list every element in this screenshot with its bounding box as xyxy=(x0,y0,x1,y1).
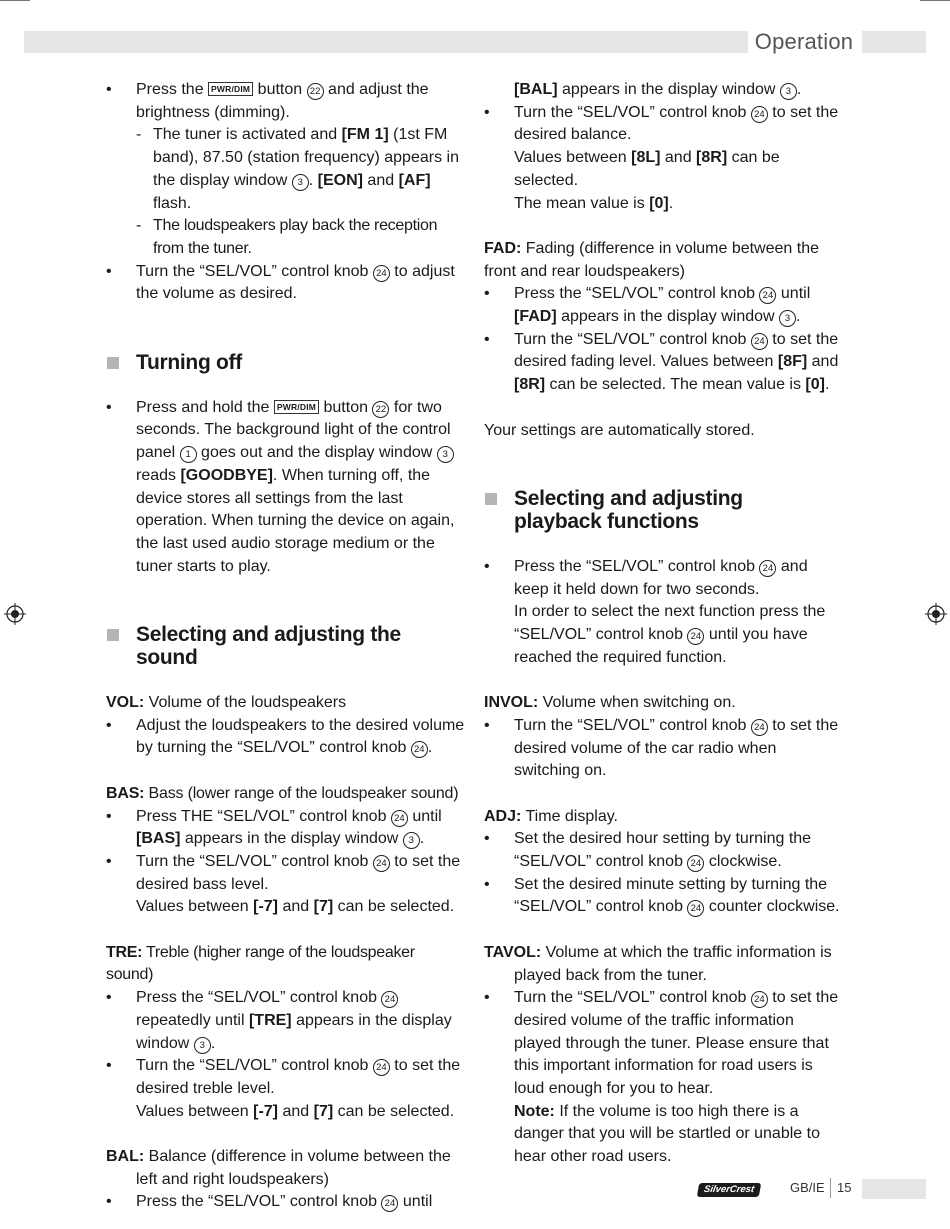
right-column xyxy=(484,79,844,1169)
list-item-cont: In order to select the next function press the “SEL/VOL” control knob 24 until you have reached the required function. xyxy=(514,603,826,666)
heading-turning-off: Turning off xyxy=(106,351,466,374)
fad-definition: FAD: Fading (difference in volume between the front and rear loudspeakers) xyxy=(484,239,819,280)
circled-number-icon: 3 xyxy=(403,832,420,849)
bal-definition: BAL: Balance (difference in volume between the xyxy=(106,1148,451,1166)
list-item: • Press the “SEL/VOL” control knob 24 and keep it held down for two seconds. xyxy=(484,556,844,601)
crop-mark xyxy=(0,0,30,1)
list-item: - The loudspeakers play back the reception from the tuner. xyxy=(106,215,466,260)
silvercrest-logo: SilverCrest xyxy=(697,1183,761,1197)
circled-number-icon: 24 xyxy=(687,900,704,917)
vol-definition: VOL: Volume of the loudspeakers xyxy=(106,694,347,712)
circled-number-icon: 24 xyxy=(759,287,776,304)
list-item: • Set the desired hour setting by turning the “SEL/VOL” control knob 24 clockwise. xyxy=(484,828,844,873)
circled-number-icon: 24 xyxy=(411,741,428,758)
list-item: • Press the “SEL/VOL” control knob 24 repeatedly until [TRE] appears in the display window 3 . xyxy=(106,987,466,1055)
circled-number-icon: 3 xyxy=(292,174,309,191)
list-item: • Turn the “SEL/VOL” control knob 24 to set the desired bass level. xyxy=(106,851,466,896)
circled-number-icon: 24 xyxy=(381,1195,398,1212)
list-item: • Turn the “SEL/VOL” control knob 24 to set the desired fading level. Values between [8F] and [8R] can be selected. The mean value is [0]. xyxy=(484,329,844,397)
heading-playback-functions: Selecting and adjusting playback functions xyxy=(484,487,844,533)
list-item: • Press THE “SEL/VOL” control knob 24 until [BAS] appears in the display window 3 . xyxy=(106,806,466,851)
list-item: • Press the PWR/DIM button 22 and adjust the brightness (dimming). xyxy=(106,79,466,124)
list-item: • Press and hold the PWR/DIM button 22 for two seconds. The background light of the control panel 1 goes out and the display window 3 reads [GOODBYE]. When turning off, the device stores all settings from the last operation. When turning the device on again, the last used audio storage medium or the tuner starts to play. xyxy=(106,397,466,579)
circled-number-icon: 1 xyxy=(180,446,197,463)
circled-number-icon: 22 xyxy=(372,401,389,418)
list-item: - The tuner is activated and [FM 1] (1st FM band), 87.50 (station frequency) appears in the display window 3 . [EON] and [AF] flash. xyxy=(106,124,466,215)
registration-mark-icon xyxy=(925,603,947,625)
tavol-definition-cont: played back from the tuner. xyxy=(514,966,707,984)
list-item: • Adjust the loudspeakers to the desired volume by turning the “SEL/VOL” control knob 24 . xyxy=(106,715,466,760)
language-code: GB/IE xyxy=(790,1180,825,1195)
circled-number-icon: 24 xyxy=(373,265,390,282)
pwr-dim-button-icon: PWR/DIM xyxy=(274,400,319,414)
settings-stored-note: Your settings are automatically stored. xyxy=(484,421,755,439)
circled-number-icon: 24 xyxy=(687,628,704,645)
footer-bar xyxy=(862,1179,926,1199)
circled-number-icon: 24 xyxy=(373,1059,390,1076)
circled-number-icon: 24 xyxy=(759,560,776,577)
tavol-definition: TAVOL: Volume at which the traffic information is xyxy=(484,943,832,961)
values-line: Values between [-7] and [7] can be selected. xyxy=(136,898,455,916)
circled-number-icon: 24 xyxy=(751,719,768,736)
list-item: • Turn the “SEL/VOL” control knob 24 to adjust the volume as desired. xyxy=(106,261,466,306)
circled-number-icon: 3 xyxy=(194,1037,211,1054)
values-line: Values between [-7] and [7] can be selected. xyxy=(136,1102,455,1120)
circled-number-icon: 24 xyxy=(381,991,398,1008)
values-line: Values between [8L] and [8R] can be selected. xyxy=(514,149,780,189)
list-item-cont: [BAL] appears in the display window 3 . xyxy=(514,81,802,98)
list-item: • Press the “SEL/VOL” control knob 24 until [FAD] appears in the display window 3 . xyxy=(484,283,844,328)
circled-number-icon: 3 xyxy=(437,446,454,463)
tre-definition: TRE: Treble (higher range of the loudspeaker sound) xyxy=(106,943,415,984)
crop-mark xyxy=(920,0,950,1)
registration-mark-icon xyxy=(4,603,26,625)
footer-divider xyxy=(830,1178,831,1198)
circled-number-icon: 24 xyxy=(751,991,768,1008)
header-bar xyxy=(24,31,748,53)
circled-number-icon: 24 xyxy=(373,855,390,872)
bal-definition-cont: left and right loudspeakers) xyxy=(136,1170,329,1188)
section-title: Operation xyxy=(754,29,854,54)
list-item: • Turn the “SEL/VOL” control knob 24 to set the desired volume of the traffic information played through the tuner. Please ensure that this important information for road users is loud enough for you to hear. xyxy=(484,987,844,1101)
pwr-dim-button-icon: PWR/DIM xyxy=(208,82,253,96)
list-item: • Turn the “SEL/VOL” control knob 24 to set the desired volume of the car radio when switching on. xyxy=(484,715,844,783)
list-item: • Turn the “SEL/VOL” control knob 24 to set the desired balance. xyxy=(484,102,844,147)
circled-number-icon: 3 xyxy=(779,310,796,327)
circled-number-icon: 24 xyxy=(751,106,768,123)
adj-definition: ADJ: Time display. xyxy=(484,807,618,825)
page-number: 15 xyxy=(837,1180,852,1195)
heading-selecting-sound: Selecting and adjusting the sound xyxy=(106,623,466,669)
bas-definition: BAS: Bass (lower range of the loudspeaker sound) xyxy=(106,784,459,802)
circled-number-icon: 24 xyxy=(751,333,768,350)
circled-number-icon: 24 xyxy=(391,810,408,827)
invol-definition: INVOL: Volume when switching on. xyxy=(484,694,736,712)
list-item: • Set the desired minute setting by turning the “SEL/VOL” control knob 24 counter clockwise. xyxy=(484,874,844,919)
circled-number-icon: 24 xyxy=(687,855,704,872)
circled-number-icon: 3 xyxy=(780,83,797,100)
circled-number-icon: 22 xyxy=(307,83,324,100)
note: Note: If the volume is too high there is a danger that you will be startled or unable to hear other road users. xyxy=(514,1102,820,1166)
left-column xyxy=(106,79,466,1214)
list-item: • Press the “SEL/VOL” control knob 24 until xyxy=(106,1191,466,1214)
header-bar xyxy=(862,31,926,53)
list-item: • Turn the “SEL/VOL” control knob 24 to set the desired treble level. xyxy=(106,1055,466,1100)
mean-value-line: The mean value is [0]. xyxy=(514,194,674,212)
